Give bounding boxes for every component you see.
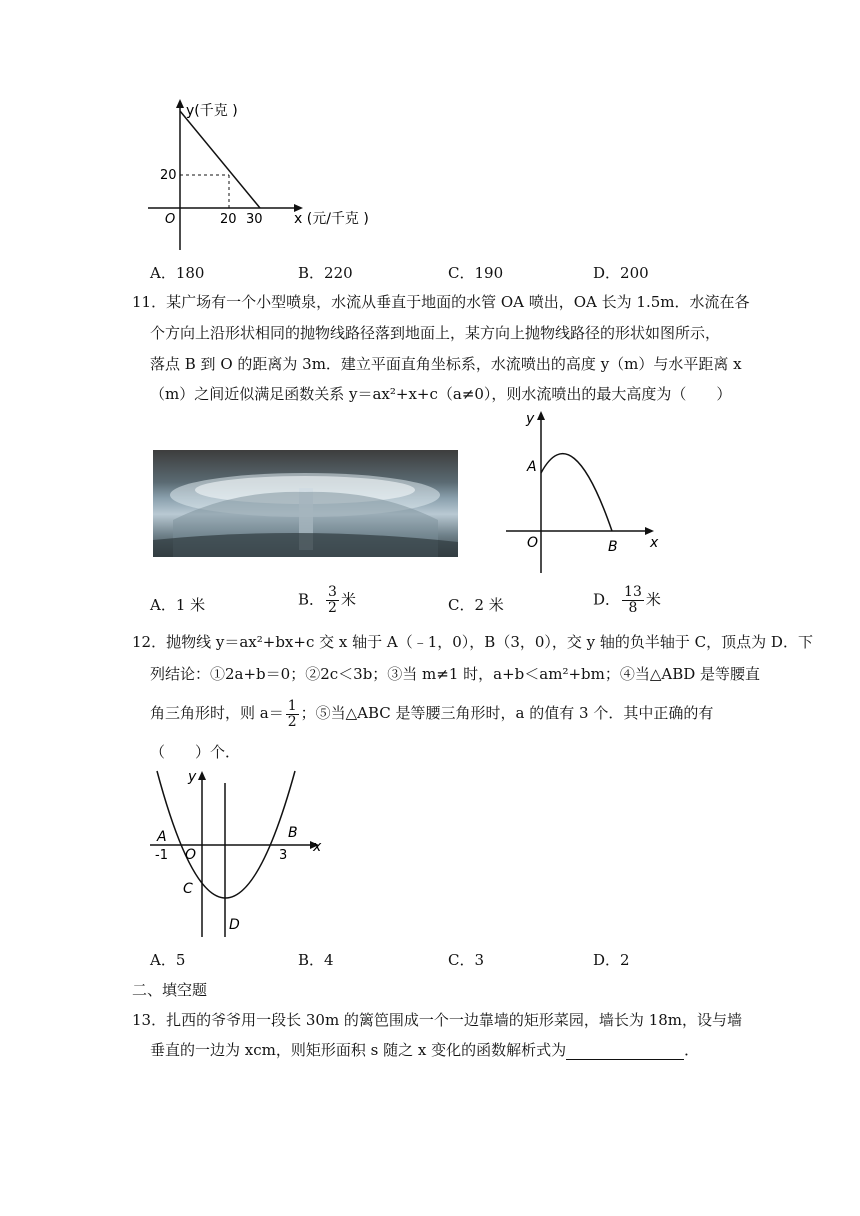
q11-option-c: C．2 米	[448, 596, 504, 614]
q11-line-3: 落点 B 到 O 的距离为 3m．建立平面直角坐标系，水流喷出的高度 y（m）与水平距离 x	[150, 355, 742, 373]
q11-option-d-den: 8	[628, 600, 638, 616]
q10-y-arrow	[176, 99, 184, 108]
q11-option-d-num: 13	[624, 584, 642, 600]
q10-origin: O	[165, 212, 176, 227]
q11-option-d	[593, 585, 661, 616]
q10-option-d: D．200	[593, 264, 649, 282]
q10-x-tick-20: 20	[220, 212, 237, 227]
q12-option-b: B．4	[298, 951, 334, 969]
q12-line-3	[150, 696, 713, 730]
q11-option-d-fraction	[622, 585, 644, 616]
q12-graph	[145, 765, 335, 940]
q12-a-label: A	[157, 829, 167, 845]
q11-x-arrow	[645, 527, 654, 535]
q11-line-1: 11．某广场有一个小型喷泉，水流从垂直于地面的水管 OA 喷出，OA 长为 1.5m．水流在各	[132, 293, 750, 311]
q11-a-label: A	[527, 459, 537, 475]
q12-line-2: 列结论：①2a+b＝0；②2c＜3b；③当 m≠1 时，a+b＜am²+bm；④当△ABD 是等腰直	[150, 665, 761, 683]
q11-option-b-fraction	[326, 585, 339, 616]
q10-option-c: C．190	[448, 264, 504, 282]
q11-option-a: A．1 米	[150, 596, 206, 614]
q10-option-b: B．220	[298, 264, 353, 282]
q12-option-d: D．2	[593, 951, 630, 969]
fountain-photo	[153, 450, 458, 557]
q11-graph	[500, 405, 670, 575]
q12-option-a: A．5	[150, 951, 186, 969]
q13-line-1: 13．扎西的爷爷用一段长 30m 的篱笆围成一个一边靠墙的矩形菜园，墙长为 18m，设与墙	[132, 1011, 743, 1029]
q11-option-b-suffix: 米	[340, 590, 356, 609]
q10-option-a: A．180	[150, 264, 205, 282]
q11-option-d-prefix: D．	[593, 590, 621, 609]
q12-line-1: 12．抛物线 y＝ax²+bx+c 交 x 轴于 A（﹣1，0），B（3，0），交 y 轴的负半轴于 C，顶点为 D．下	[132, 633, 813, 651]
q11-option-b	[298, 585, 356, 616]
q10-y-label: y(千克 )	[186, 103, 238, 119]
q11-option-d-suffix: 米	[645, 590, 661, 609]
q12-option-c: C．3	[448, 951, 485, 969]
q10-y-tick: 20	[160, 168, 177, 183]
q11-y-arrow	[537, 411, 545, 420]
q12-y-arrow	[198, 771, 206, 780]
q12-c-label: C	[183, 881, 193, 897]
q13-answer-blank[interactable]	[566, 1043, 684, 1060]
q12-neg1-label: -1	[155, 848, 168, 863]
q11-option-b-prefix: B．	[298, 590, 325, 609]
q12-line-3-suffix: ；⑤当△ABC 是等腰三角形时，a 的值有 3 个．其中正确的有	[300, 704, 714, 722]
q11-option-b-num: 3	[328, 584, 337, 600]
q12-y-label: y	[188, 769, 197, 785]
q12-b-label: B	[288, 825, 298, 841]
q11-y-label: y	[526, 411, 535, 427]
q13-line-2-end: ．	[684, 1041, 700, 1059]
q11-line-4: （m）之间近似满足函数关系 y＝ax²+x+c（a≠0），则水流喷出的最大高度为（ ）	[150, 385, 732, 403]
q12-parabola	[157, 771, 295, 898]
q12-line-4: （ ）个．	[150, 743, 241, 761]
q12-d-label: D	[229, 917, 240, 933]
q12-three-label: 3	[279, 848, 288, 863]
q11-line-2: 个方向上沿形状相同的抛物线路径落到地面上，某方向上抛物线路径的形状如图所示，	[150, 324, 721, 342]
q10-x-tick-30: 30	[246, 212, 263, 227]
q11-parabola	[541, 454, 612, 531]
q11-o-label: O	[527, 535, 539, 551]
q12-fraction-den: 2	[287, 713, 297, 730]
q12-fraction	[286, 699, 299, 730]
q12-line-3-prefix: 角三角形时，则 a＝	[150, 704, 284, 722]
q10-graph	[140, 95, 390, 255]
q12-o-label: O	[185, 847, 197, 863]
q11-option-b-den: 2	[328, 600, 337, 616]
q12-fraction-num: 1	[287, 697, 297, 714]
q13-line-2-text: 垂直的一边为 xcm，则矩形面积 s 随之 x 变化的函数解析式为	[150, 1041, 567, 1059]
q12-x-label: x	[313, 839, 322, 855]
q10-line	[180, 111, 260, 208]
section-fill-in-heading: 二、填空题	[132, 981, 208, 999]
q10-x-label: x (元/千克 )	[294, 211, 369, 227]
q13-line-2	[150, 1040, 699, 1060]
q11-b-label: B	[608, 539, 618, 555]
q11-x-label: x	[650, 535, 659, 551]
